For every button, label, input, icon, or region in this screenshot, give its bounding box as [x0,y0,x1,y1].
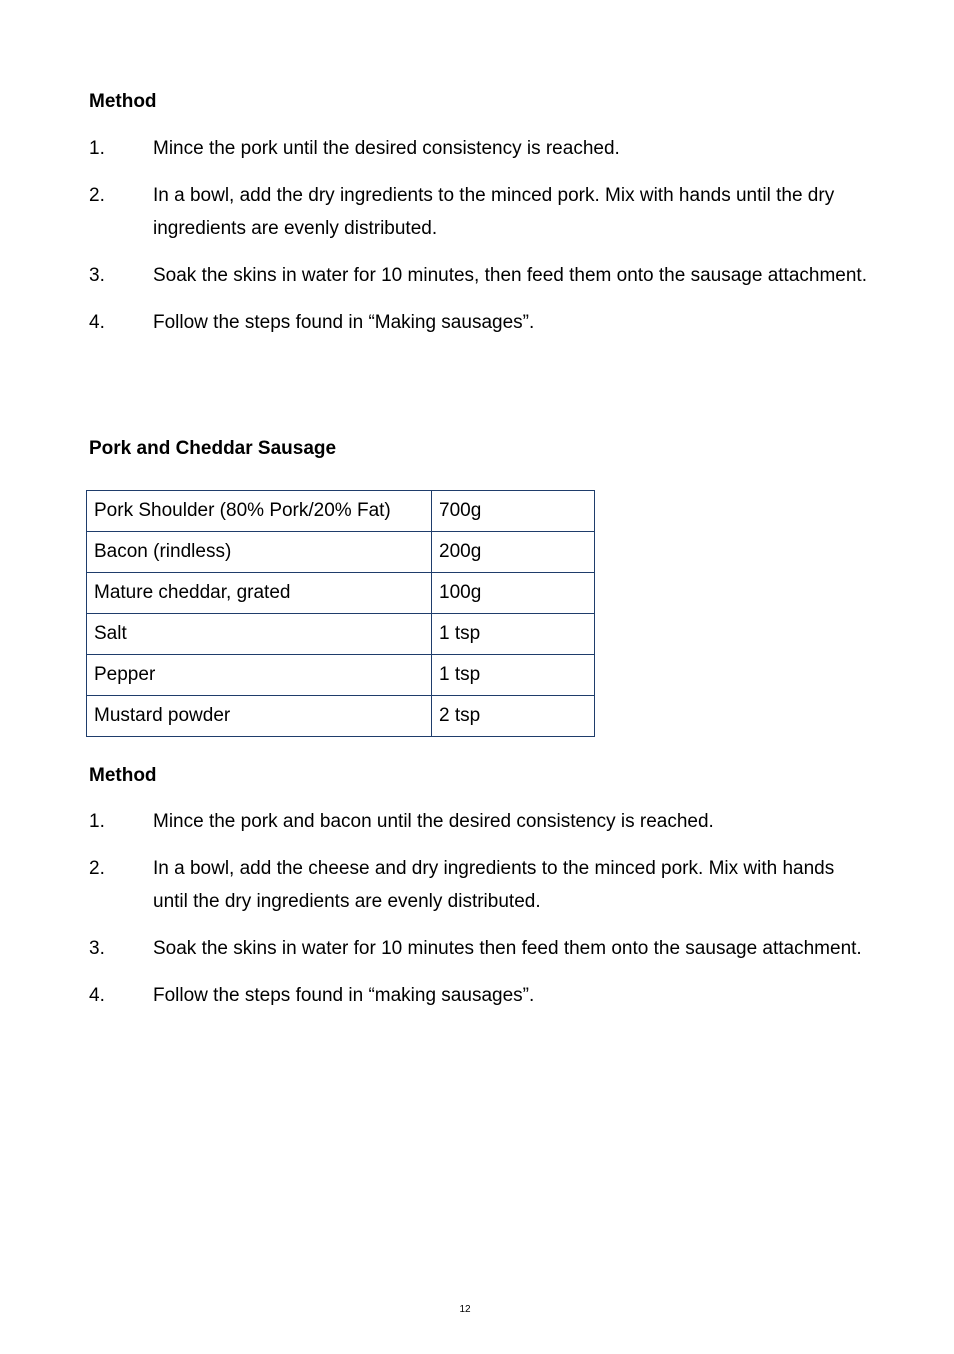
step-text: Mince the pork until the desired consistency is reached. [153,138,620,159]
ingredients-table [86,490,595,737]
step-text: Follow the steps found in “making sausages”. [153,985,535,1006]
step-number: 2. [89,858,105,879]
ingredient-name: Salt [87,614,432,655]
method-step [89,932,869,965]
method-step [89,179,869,245]
method-step [89,132,869,165]
table-row [87,696,595,737]
recipe-title: Pork and Cheddar Sausage [89,438,337,459]
method-steps-list [89,132,869,353]
step-number: 3. [89,265,105,286]
method-step [89,979,869,1012]
page-number: 12 [459,1304,471,1315]
ingredient-quantity: 1 tsp [432,655,595,696]
method-step [89,259,869,292]
ingredient-name: Bacon (rindless) [87,532,432,573]
ingredient-quantity: 1 tsp [432,614,595,655]
method-step [89,805,869,838]
step-number: 2. [89,185,105,206]
table-row [87,614,595,655]
ingredient-name: Pepper [87,655,432,696]
step-text: Soak the skins in water for 10 minutes then feed them onto the sausage attachment. [153,938,862,959]
method-heading: Method [89,765,157,786]
step-number: 1. [89,138,105,159]
step-text: In a bowl, add the cheese and dry ingredients to the minced pork. Mix with hands until the dry ingredients are evenly distributed. [153,858,835,912]
ingredient-name: Mustard powder [87,696,432,737]
ingredient-quantity: 100g [432,573,595,614]
table-row [87,491,595,532]
step-number: 4. [89,985,105,1006]
step-number: 4. [89,312,105,333]
step-number: 1. [89,811,105,832]
step-number: 3. [89,938,105,959]
method-steps-list [89,805,869,1026]
step-text: Soak the skins in water for 10 minutes, then feed them onto the sausage attachment. [153,265,867,286]
table-row [87,573,595,614]
ingredient-quantity: 700g [432,491,595,532]
method-heading: Method [89,91,157,112]
ingredient-quantity: 2 tsp [432,696,595,737]
ingredient-name: Mature cheddar, grated [87,573,432,614]
method-step [89,306,869,339]
method-step [89,852,869,918]
ingredient-name: Pork Shoulder (80% Pork/20% Fat) [87,491,432,532]
table-row [87,655,595,696]
step-text: Follow the steps found in “Making sausages”. [153,312,535,333]
ingredient-quantity: 200g [432,532,595,573]
step-text: Mince the pork and bacon until the desired consistency is reached. [153,811,714,832]
table-row [87,532,595,573]
step-text: In a bowl, add the dry ingredients to the minced pork. Mix with hands until the dry ingredients are evenly distributed. [153,185,835,239]
